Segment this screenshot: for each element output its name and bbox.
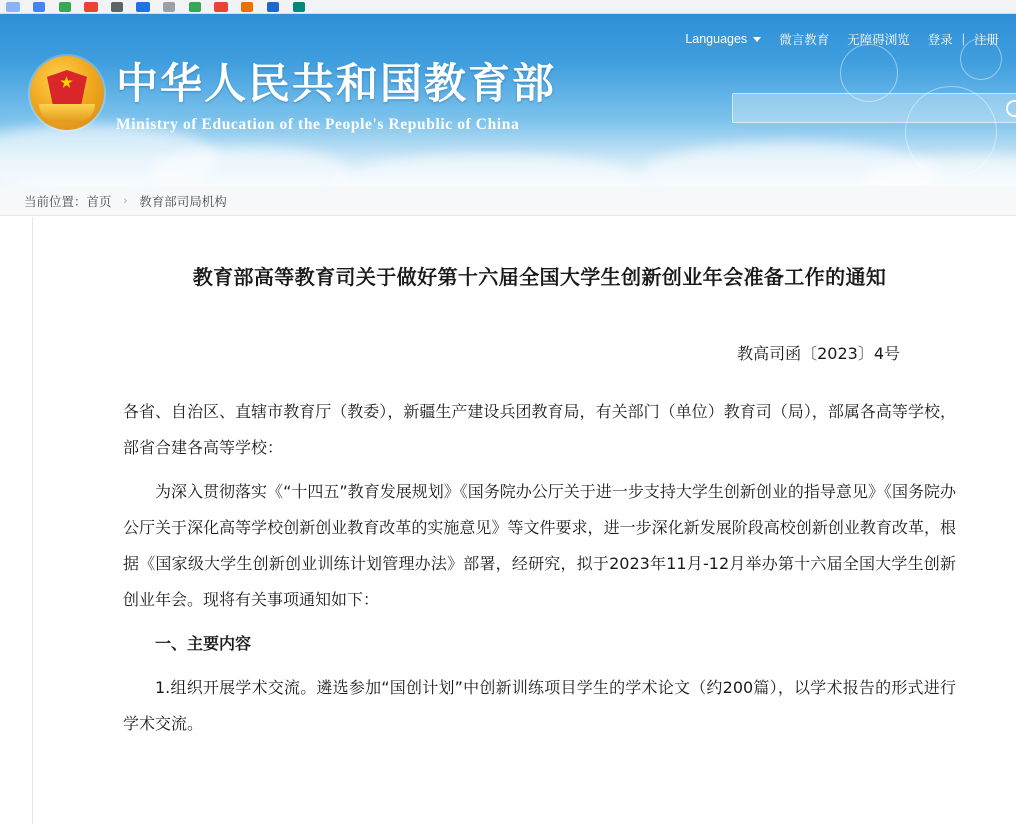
top-utility-nav bbox=[676, 30, 1008, 48]
browser-tab-icons bbox=[0, 0, 312, 13]
article-section-heading: 一、主要内容 bbox=[155, 634, 252, 653]
site-header bbox=[0, 14, 1016, 186]
tab-icon-8[interactable] bbox=[182, 0, 208, 13]
content-frame bbox=[32, 217, 1016, 824]
tab-icon-12[interactable] bbox=[286, 0, 312, 13]
breadcrumb-item-home[interactable]: 首页 bbox=[86, 194, 112, 209]
accessibility-link[interactable]: 无障碍浏览 bbox=[847, 33, 910, 47]
article-document-number: 教高司函〔2023〕4号 bbox=[737, 344, 900, 363]
search-button[interactable] bbox=[997, 94, 1016, 122]
nav-separator: | bbox=[961, 32, 965, 46]
tab-icon-10[interactable] bbox=[234, 0, 260, 13]
weiyan-education-link[interactable]: 微言教育 bbox=[779, 33, 830, 47]
search-icon bbox=[1006, 100, 1016, 117]
tab-icon-2[interactable] bbox=[26, 0, 52, 13]
article-paragraph: 各省、自治区、直辖市教育厅（教委），新疆生产建设兵团教育局，有关部门（单位）教育司（局），部属各高等学校，部省合建各高等学校： bbox=[123, 402, 956, 457]
article bbox=[33, 217, 1016, 742]
breadcrumb-prefix: 当前位置： bbox=[24, 194, 87, 209]
site-title-en: Ministry of Education of the People's Republic of China bbox=[116, 116, 520, 133]
tab-icon-4[interactable] bbox=[78, 0, 104, 13]
article-title: 教育部高等教育司关于做好第十六届全国大学生创新创业年会准备工作的通知 bbox=[192, 265, 887, 289]
cloud-decoration bbox=[330, 154, 650, 186]
tab-icon-7[interactable] bbox=[156, 0, 182, 13]
languages-menu[interactable] bbox=[676, 32, 770, 46]
tab-icon-6[interactable] bbox=[130, 0, 156, 13]
register-link[interactable]: 注册 bbox=[973, 33, 999, 47]
site-title-cn: 中华人民共和国教育部 bbox=[116, 59, 557, 108]
languages-label: Languages bbox=[685, 32, 748, 46]
article-paragraph: 1.组织开展学术交流。遴选参加“国创计划”中创新训练项目学生的学术论文（约200篇），以学术报告的形式进行学术交流。 bbox=[123, 678, 956, 733]
chevron-down-icon bbox=[753, 37, 761, 42]
tab-icon-5[interactable] bbox=[104, 0, 130, 13]
tab-icon-11[interactable] bbox=[260, 0, 286, 13]
site-title-block bbox=[116, 58, 556, 134]
tab-icon-9[interactable] bbox=[208, 0, 234, 13]
article-paragraph: 为深入贯彻落实《“十四五”教育发展规划》《国务院办公厅关于进一步支持大学生创新创业的指导意见》《国务院办公厅关于深化高等学校创新创业教育改革的实施意见》等文件要求，进一步深化新发展阶段高校创新创业教育改革，根据《国家级大学生创新创业训练计划管理办法》部署，经研究，拟于2023年11月-12月举办第十六届全国大学生创新创业年会。现将有关事项通知如下： bbox=[123, 482, 956, 609]
breadcrumb-separator-icon: › bbox=[123, 194, 128, 207]
tab-icon-3[interactable] bbox=[52, 0, 78, 13]
browser-tab-strip bbox=[0, 0, 1016, 14]
search-input[interactable] bbox=[733, 95, 997, 121]
article-body bbox=[123, 394, 956, 742]
breadcrumb bbox=[0, 186, 1016, 216]
login-link[interactable]: 登录 bbox=[927, 33, 953, 47]
breadcrumb-item-department[interactable]: 教育部司局机构 bbox=[139, 194, 227, 209]
tab-icon-1[interactable] bbox=[0, 0, 26, 13]
national-emblem-icon bbox=[30, 56, 104, 130]
site-search[interactable] bbox=[732, 93, 1016, 123]
